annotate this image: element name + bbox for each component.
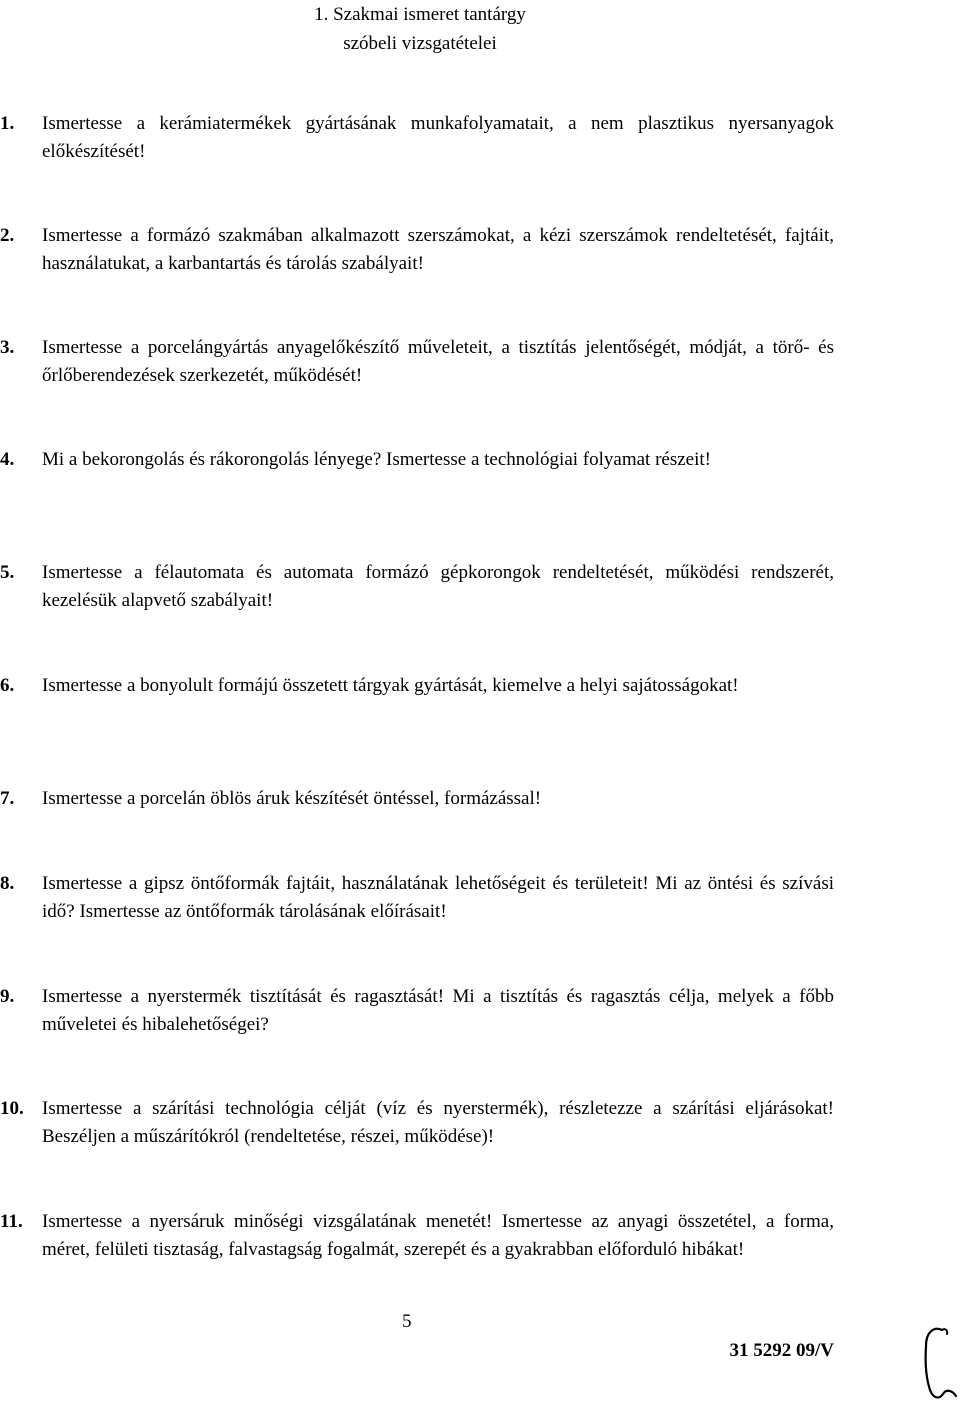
- question-item-4: [0, 446, 834, 474]
- question-number: 10.: [0, 1098, 24, 1119]
- question-text: Ismertesse a bonyolult formájú összetett tárgyak gyártását, kiemelve a helyi sajátosságokat!: [42, 675, 739, 696]
- question-number: 8.: [0, 873, 15, 894]
- document-code: 31 5292 09/V: [729, 1340, 834, 1361]
- question-number: 3.: [0, 337, 15, 358]
- question-item-6: [0, 672, 834, 700]
- page-number: 5: [402, 1311, 412, 1332]
- question-item-10: [0, 1095, 834, 1151]
- question-number: 1.: [0, 113, 15, 134]
- question-item-2: [0, 222, 834, 278]
- question-item-5: [0, 559, 834, 615]
- question-item-9: [0, 983, 834, 1039]
- question-text: Ismertesse a porcelángyártás anyagelőkészítő műveleteit, a tisztítás jelentőségét, módját, a törő- és őrlőberendezések szerkezetét, működését!: [42, 337, 834, 386]
- question-item-7: [0, 785, 834, 813]
- question-text: Ismertesse a formázó szakmában alkalmazott szerszámokat, a kézi szerszámok rendeltetését, fajtáit, használatukat, a karbantartás és tárolás szabályait!: [42, 225, 834, 274]
- question-item-1: [0, 110, 834, 166]
- question-text: Ismertesse a nyersáruk minőségi vizsgálatának menetét! Ismertesse az anyagi összetétel, a forma, méret, felületi tisztaság, falvastagság fogalmát, szerepét és a gyakrabban előforduló hibákat!: [42, 1211, 834, 1260]
- question-text: Ismertesse a porcelán öblös áruk készítését öntéssel, formázással!: [42, 788, 542, 809]
- header-title-line-2: szóbeli vizsgatételei: [343, 33, 497, 54]
- question-number: 5.: [0, 562, 15, 583]
- signature-mark: [912, 1320, 960, 1407]
- question-text: Ismertesse a félautomata és automata formázó gépkorongok rendeltetését, működési rendszerét, kezelésük alapvető szabályait!: [42, 562, 834, 611]
- question-number: 6.: [0, 675, 15, 696]
- question-number: 7.: [0, 788, 15, 809]
- question-number: 9.: [0, 986, 15, 1007]
- question-text: Ismertesse a gipsz öntőformák fajtáit, használatának lehetőségeit és területeit! Mi az öntési és szívási idő? Ismertesse az öntőformák tárolásának előírásait!: [42, 873, 834, 922]
- header-title-line-1: 1. Szakmai ismeret tantárgy: [314, 4, 526, 25]
- question-text: Ismertesse a szárítási technológia célját (víz és nyerstermék), részletezze a szárítási eljárásokat! Beszéljen a műszárítókról (rendeltetése, részei, működése)!: [42, 1098, 834, 1147]
- question-item-11: [0, 1208, 834, 1264]
- question-text: Ismertesse a kerámiatermékek gyártásának munkafolyamatait, a nem plasztikus nyersanyagok előkészítését!: [42, 113, 834, 162]
- question-item-3: [0, 334, 834, 390]
- question-number: 11.: [0, 1211, 23, 1232]
- question-number: 2.: [0, 225, 15, 246]
- question-text: Mi a bekorongolás és rákorongolás lényege? Ismertesse a technológiai folyamat részeit!: [42, 449, 711, 470]
- question-text: Ismertesse a nyerstermék tisztítását és ragasztását! Mi a tisztítás és ragasztás célja, melyek a főbb műveletei és hibalehetőségei?: [42, 986, 834, 1035]
- question-item-8: [0, 870, 834, 926]
- document-header: [0, 0, 840, 58]
- question-number: 4.: [0, 449, 15, 470]
